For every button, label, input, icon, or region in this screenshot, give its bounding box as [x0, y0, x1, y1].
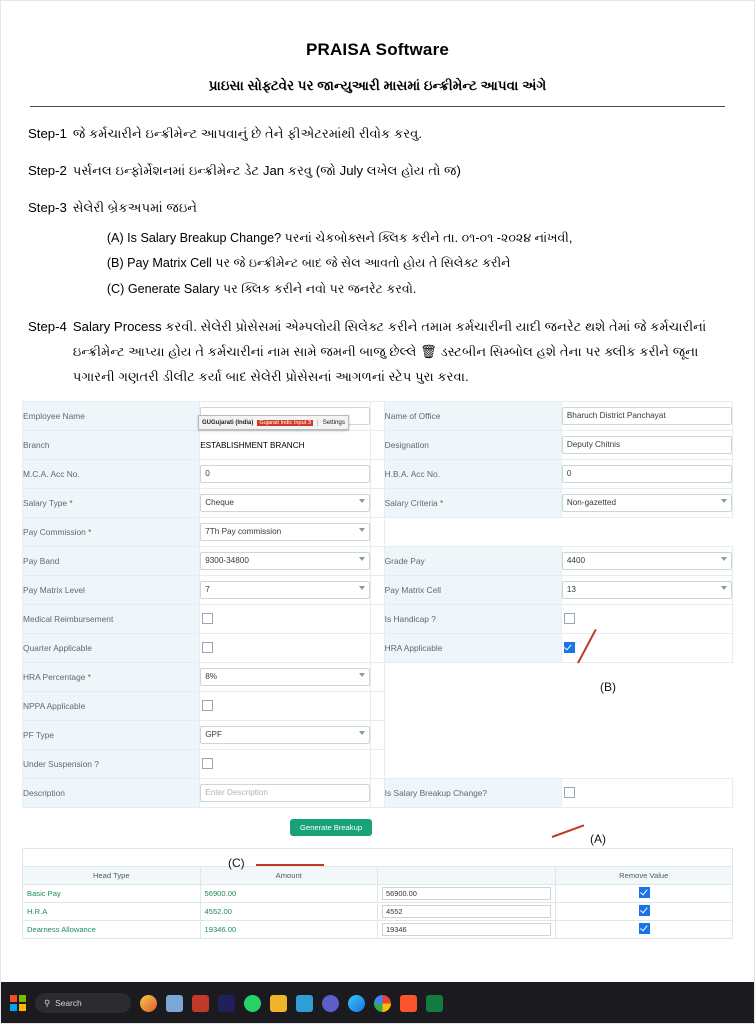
step-3-text: સેલેરી બ્રેકઅપમાં જઇને: [72, 200, 198, 216]
name-of-office-input[interactable]: Bharuch District Panchayat: [562, 407, 732, 425]
salary-type-select[interactable]: [200, 494, 370, 512]
amount-edit-cell: [378, 885, 556, 903]
pay-matrix-cell-select[interactable]: [562, 581, 732, 599]
table-top-spacer-row: [23, 849, 733, 867]
column-gap: [371, 692, 384, 721]
column-gap: [371, 605, 384, 634]
salary-criteria-field-cell: [561, 489, 732, 518]
form-row: [23, 605, 733, 634]
column-gap: [371, 779, 384, 808]
designation-field-cell: [561, 431, 732, 460]
hra-percentage-label: HRA Percentage *: [23, 663, 200, 692]
amount-cell: 56900.00: [200, 885, 378, 903]
pay-matrix-level-field-cell: [200, 576, 371, 605]
head-type-cell: Dearness Allowance: [23, 921, 201, 939]
remove-value-cell: [555, 903, 733, 921]
column-gap: [371, 489, 384, 518]
name-of-office-field-cell: [561, 402, 732, 431]
column-gap: [371, 721, 384, 750]
name-of-office-label: Name of Office: [384, 402, 561, 431]
document-body: [0, 0, 755, 389]
mail-icon[interactable]: [296, 995, 313, 1012]
pf-type-value: GPF: [205, 730, 223, 740]
generate-breakup-row: [22, 814, 733, 846]
store-icon[interactable]: [192, 995, 209, 1012]
amount-edit-cell: [378, 903, 556, 921]
grade-pay-field-cell: [561, 547, 732, 576]
designation-label: Designation: [384, 431, 561, 460]
document-title: PRAISA Software: [305, 40, 450, 59]
nppa-applicable-field-cell: [200, 692, 371, 721]
hba-acc-no-label: H.B.A. Acc No.: [384, 460, 561, 489]
folder-icon[interactable]: [270, 995, 287, 1012]
pay-band-field-cell: [200, 547, 371, 576]
form-row: [23, 431, 733, 460]
form-row: [23, 692, 733, 721]
remove-value-checkbox[interactable]: [639, 923, 650, 934]
employee-name-label: Employee Name: [23, 402, 200, 431]
column-gap: [371, 547, 384, 576]
search-icon: ⚲: [44, 998, 51, 1008]
amount-cell: 4552.00: [200, 903, 378, 921]
grade-pay-value: 4400: [566, 556, 586, 566]
chevron-down-icon: [359, 557, 365, 561]
empty-cell: [561, 692, 732, 721]
table-header-row: [23, 867, 733, 885]
column-gap: [371, 518, 384, 547]
mca-acc-no-label: M.C.A. Acc No.: [23, 460, 200, 489]
is-salary-breakup-change-field-cell: [561, 779, 732, 808]
pay-band-select[interactable]: [200, 552, 370, 570]
form-row: [23, 518, 733, 547]
is-salary-breakup-change-checkbox[interactable]: [564, 787, 575, 798]
table-row: [23, 903, 733, 921]
quarter-applicable-label: Quarter Applicable: [23, 634, 200, 663]
head-type-cell: Basic Pay: [23, 885, 201, 903]
annotation-b-label: (B): [600, 680, 616, 694]
step-3-body: [73, 195, 727, 302]
remove-value-cell: [555, 921, 733, 939]
pf-type-label: PF Type: [23, 721, 200, 750]
windows-taskbar: [0, 982, 755, 1024]
is-salary-breakup-change-label: Is Salary Breakup Change?: [384, 779, 561, 808]
pay-band-label: Pay Band: [23, 547, 200, 576]
step-4-label: Step-4: [28, 318, 67, 334]
form-row: [23, 779, 733, 808]
step-4: [28, 314, 727, 389]
column-gap: [371, 750, 384, 779]
spacer-cell: [23, 849, 733, 867]
grade-pay-label: Grade Pay: [384, 547, 561, 576]
ime-language-label: GUGujarati (India): [202, 419, 254, 426]
annotation-c-arrow: [256, 864, 324, 866]
form-row: [23, 663, 733, 692]
amount-cell: 19346.00: [200, 921, 378, 939]
description-field-cell: [200, 779, 371, 808]
windows-start-icon[interactable]: [10, 995, 26, 1011]
designation-input[interactable]: Deputy Chitnis: [562, 436, 732, 454]
annotation-a-label: (A): [590, 832, 606, 846]
table-row: [23, 885, 733, 903]
pf-type-select[interactable]: [200, 726, 370, 744]
pay-matrix-level-label: Pay Matrix Level: [23, 576, 200, 605]
hra-applicable-label: HRA Applicable: [384, 634, 561, 663]
empty-cell: [561, 663, 732, 692]
under-suspension-label: Under Suspension ?: [23, 750, 200, 779]
chevron-down-icon: [721, 557, 727, 561]
teams-icon[interactable]: [322, 995, 339, 1012]
remove-value-checkbox[interactable]: [639, 887, 650, 898]
chevron-down-icon: [359, 499, 365, 503]
taskbar-search-box[interactable]: [35, 993, 131, 1013]
chevron-down-icon: [721, 586, 727, 590]
pf-type-field-cell: [200, 721, 371, 750]
step-1-text: જે કર્મચારીને ઇન્ક્રીમેન્ટ આપવાનું છે તેને ફીએટરમાંથી રીવોક કરવુ.: [72, 126, 423, 141]
form-row: [23, 750, 733, 779]
mca-acc-no-input[interactable]: 0: [200, 465, 370, 483]
step-3-label: Step-3: [28, 200, 67, 216]
form-row: [23, 547, 733, 576]
empty-cell: [384, 692, 561, 721]
salary-type-label: Salary Type *: [23, 489, 200, 518]
is-handicap-checkbox[interactable]: [564, 613, 575, 624]
form-row: [23, 576, 733, 605]
pay-matrix-level-value: 7: [205, 585, 210, 595]
column-gap: [371, 431, 384, 460]
empty-cell: [561, 750, 732, 779]
quarter-applicable-field-cell: [200, 634, 371, 663]
under-suspension-field-cell: [200, 750, 371, 779]
salary-criteria-value: Non-gazetted: [566, 498, 617, 508]
ime-input-method-label: Gujarati Indic Input 3: [259, 419, 311, 426]
quarter-applicable-checkbox[interactable]: [202, 642, 213, 653]
step-3-sublist: [107, 226, 727, 302]
amount-input[interactable]: 56900.00: [382, 887, 551, 900]
settings-icon[interactable]: [218, 995, 235, 1012]
amount-edit-column-header: [378, 867, 556, 885]
ime-language-bar[interactable]: [198, 415, 349, 430]
empty-cell: [384, 721, 561, 750]
hra-percentage-field-cell: [200, 663, 371, 692]
step-1-label: Step-1: [28, 126, 67, 141]
empty-cell: [384, 518, 561, 547]
table-row: [23, 921, 733, 939]
column-gap: [371, 460, 384, 489]
form-row: [23, 460, 733, 489]
excel-icon[interactable]: [426, 995, 443, 1012]
pay-matrix-level-select[interactable]: [200, 581, 370, 599]
branch-value: ESTABLISHMENT BRANCH: [200, 440, 305, 450]
step-2: [28, 158, 727, 183]
hra-applicable-checkbox[interactable]: [564, 642, 575, 653]
hba-acc-no-field-cell: [561, 460, 732, 489]
nppa-applicable-label: NPPA Applicable: [23, 692, 200, 721]
pay-commission-value: 7Th Pay commission: [205, 527, 282, 537]
column-gap: [371, 663, 384, 692]
whatsapp-icon[interactable]: [244, 995, 261, 1012]
amount-input[interactable]: 19346: [382, 923, 551, 936]
step-2-text: પર્સનલ ઇન્ફોર્મેશનમાં ઇન્ક્રીમેન્ટ ડેટ Jan કરવુ (જો July લખેલ હોય તો જ): [72, 163, 461, 179]
empty-cell: [561, 721, 732, 750]
form-row: [23, 402, 733, 431]
step-1: [28, 121, 727, 146]
salary-criteria-label: Salary Criteria *: [384, 489, 561, 518]
pay-matrix-cell-value: 13: [566, 585, 576, 595]
empty-cell: [384, 750, 561, 779]
description-label: Description: [23, 779, 200, 808]
is-handicap-field-cell: [561, 605, 732, 634]
chevron-down-icon: [359, 731, 365, 735]
column-gap: [371, 576, 384, 605]
description-input[interactable]: Enter Description: [200, 784, 370, 802]
salary-breakup-form-screenshot: [22, 401, 733, 939]
remove-value-column-header: Remove Value: [555, 867, 733, 885]
employee-salary-form-table: [22, 401, 733, 808]
pay-matrix-cell-field-cell: [561, 576, 732, 605]
column-gap: [371, 402, 384, 431]
hba-acc-no-input[interactable]: 0: [562, 465, 732, 483]
under-suspension-checkbox[interactable]: [202, 758, 213, 769]
salary-head-table: [22, 848, 733, 939]
copilot-icon[interactable]: [140, 995, 157, 1012]
head-type-cell: H.R.A: [23, 903, 201, 921]
amount-input[interactable]: 4552: [382, 905, 551, 918]
is-handicap-label: Is Handicap ?: [384, 605, 561, 634]
head-type-column-header: Head Type: [23, 867, 201, 885]
grade-pay-select[interactable]: [562, 552, 732, 570]
step-3: [28, 195, 727, 302]
chevron-down-icon: [359, 528, 365, 532]
mca-acc-no-field-cell: [200, 460, 371, 489]
chevron-down-icon: [721, 499, 727, 503]
remove-value-cell: [555, 885, 733, 903]
salary-type-field-cell: [200, 489, 371, 518]
annotation-c-label: (C): [228, 856, 245, 870]
pay-band-value: 9300-34800: [205, 556, 249, 566]
nppa-applicable-checkbox[interactable]: [202, 700, 213, 711]
branch-value-cell: [200, 431, 371, 460]
empty-cell: [384, 663, 561, 692]
salary-criteria-select[interactable]: [562, 494, 732, 512]
step-3-sub-b: (B) Pay Matrix Cell પર જે ઇન્ક્રીમેન્ટ બાદ જે સેલ આવતો હોય તે સિલેક્ટ કરીને: [106, 256, 511, 271]
ime-settings-label[interactable]: Settings: [322, 419, 345, 427]
chrome-icon[interactable]: [374, 995, 391, 1012]
generate-breakup-button[interactable]: Generate Breakup: [290, 819, 372, 836]
form-row: [23, 721, 733, 750]
salary-type-value: Cheque: [205, 498, 234, 508]
amount-edit-cell: [378, 921, 556, 939]
medical-reimbursement-checkbox[interactable]: [202, 613, 213, 624]
form-row: [23, 634, 733, 663]
medical-reimbursement-label: Medical Reimbursement: [23, 605, 200, 634]
remove-value-checkbox[interactable]: [639, 905, 650, 916]
hra-percentage-value: 8%: [205, 672, 218, 682]
steps-list: [28, 121, 727, 389]
taskbar-search-placeholder: Search: [55, 998, 82, 1008]
ime-separator: |: [316, 419, 319, 427]
pay-commission-label: Pay Commission *: [23, 518, 200, 547]
hra-percentage-select[interactable]: [200, 668, 370, 686]
chevron-down-icon: [359, 673, 365, 677]
form-row: [23, 489, 733, 518]
pay-commission-field-cell: [200, 518, 371, 547]
column-gap: [371, 634, 384, 663]
file-explorer-icon[interactable]: [166, 995, 183, 1012]
empty-cell: [561, 518, 732, 547]
edge-icon[interactable]: [348, 995, 365, 1012]
step-4-text: Salary Process કરવી. સેલેરી પ્રોસેસમાં એમ્પલોયી સિલેક્ટ કરીને તમામ કર્મચારીની યાદી જનરેટ થશે તેમાં જે કર્મચારીનાં ઇન્ક્રીમેન્ટ આપ્યા હોય તે કર્મચારીનાં નામ સામે જમની બાજુ છેલ્લે 🗑 ડસ્ટબીન સિમ્બોલ હશે તેના પર ક્લીક કરીને જૂના પગારની ગણતરી ડીલીટ કર્યા બાદ સેલેરી પ્રોસેસનાં આગળનાં સ્ટેપ પુરા કરવા.: [72, 318, 707, 384]
step-2-label: Step-2: [28, 163, 67, 179]
brave-icon[interactable]: [400, 995, 417, 1012]
chevron-down-icon: [359, 586, 365, 590]
pay-commission-select[interactable]: [200, 523, 370, 541]
pay-matrix-cell-label: Pay Matrix Cell: [384, 576, 561, 605]
document-subtitle: પ્રાઇસા સોફ્ટવેર પર જાન્યુઆરી માસમાં ઇન્ક્રીમેન્ટ આપવા અંગે: [30, 78, 725, 107]
amount-column-header: Amount: [200, 867, 378, 885]
step-3-sub-c: (C) Generate Salary પર ક્લિક કરીને નવો પર જનરેટ કરવો.: [106, 281, 417, 296]
branch-label: Branch: [23, 431, 200, 460]
medical-reimbursement-field-cell: [200, 605, 371, 634]
step-3-sub-a: (A) Is Salary Breakup Change? પરનાં ચેકબોક્સને ક્લિક કરીને તા. ૦૧-૦૧ -૨૦૨૪ નાંખવી,: [106, 231, 573, 246]
